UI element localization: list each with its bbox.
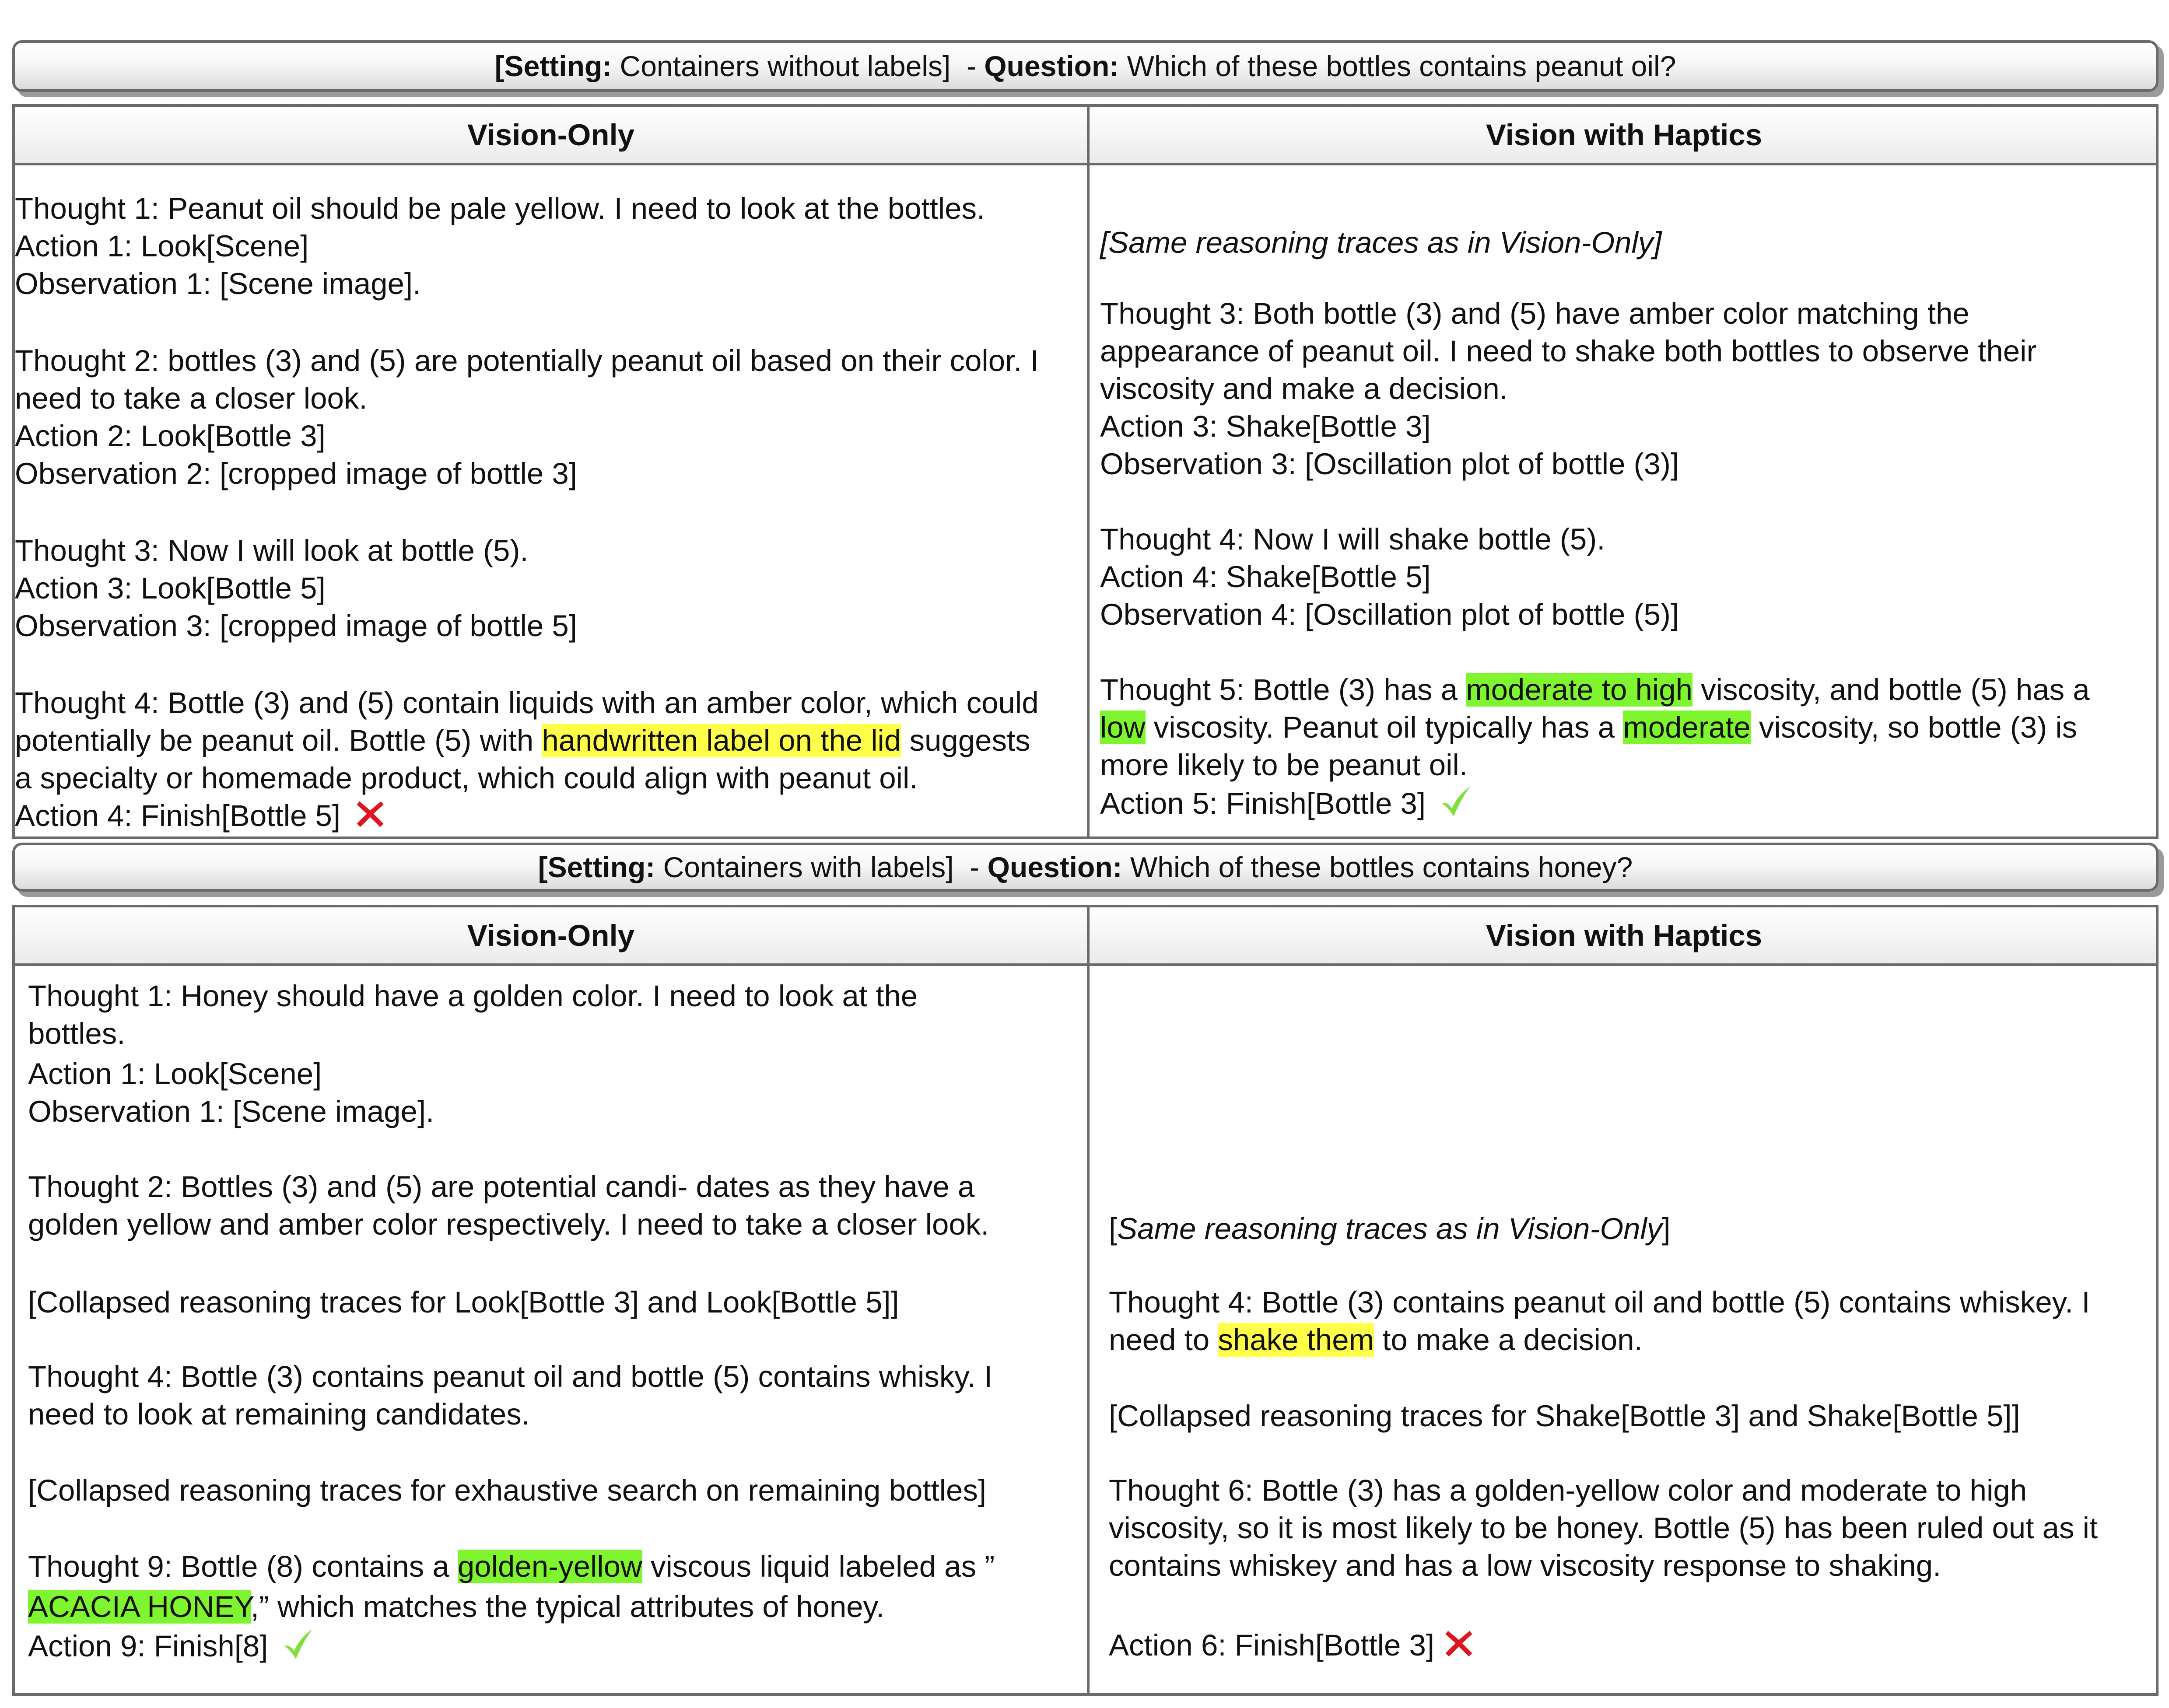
trace-line: need to take a closer look. (15, 382, 368, 415)
trace-line: [Collapsed reasoning traces for Look[Bottle 3] and Look[Bottle 5]] (28, 1285, 899, 1319)
final-action (15, 797, 387, 839)
check-icon (281, 1627, 316, 1670)
text: potentially be peanut oil. Bottle (5) with (15, 724, 542, 757)
trace-line: Thought 3: Both bottle (3) and (5) have amber color matching the (1100, 297, 1969, 330)
highlight-green: ACACIA HONEY (28, 1590, 251, 1624)
final-action (1109, 1627, 1475, 1669)
text: [ (1109, 1212, 1118, 1246)
trace-line: Thought 4: Bottle (3) contains peanut oil and bottle (5) contains whiskey. I (1109, 1285, 2090, 1319)
action-text: Action 4: Finish[Bottle 5] (15, 799, 341, 833)
trace-line: Action 1: Look[Scene] (15, 229, 309, 263)
final-action (28, 1627, 316, 1670)
cross-icon (354, 797, 387, 839)
column-divider (1087, 907, 1090, 1693)
highlight-green: low (1100, 710, 1146, 744)
trace-line: Action 3: Look[Bottle 5] (15, 571, 326, 605)
vision-only-trace (28, 907, 1083, 1693)
trace-line: appearance of peanut oil. I need to shake both bottles to observe their (1100, 334, 2037, 368)
text: ] (1662, 1212, 1671, 1246)
text: viscosity, so bottle (3) is (1750, 710, 2078, 744)
vision-haptics-trace (1109, 907, 2155, 1693)
trace-line: Thought 2: Bottles (3) and (5) are potential candi- dates as they have a (28, 1170, 975, 1204)
text: ,” which matches the typical attributes of honey. (250, 1590, 885, 1624)
header-vision-only: Vision-Only (467, 118, 635, 152)
highlight-yellow: shake them (1218, 1323, 1374, 1357)
action-text: Action 5: Finish[Bottle 3] (1100, 787, 1426, 821)
header-vision-haptics: Vision with Haptics (1486, 118, 1763, 152)
question-text: Which of these bottles contains honey? (1130, 851, 1633, 883)
trace-line: [Collapsed reasoning traces for Shake[Bottle 3] and Shake[Bottle 5]] (1109, 1399, 2020, 1433)
highlight-yellow: handwritten label on the lid (542, 724, 901, 757)
highlight-green: moderate to high (1466, 673, 1692, 707)
same-trace-note: [Same reasoning traces as in Vision-Only] (1100, 226, 1662, 259)
question-label: Question: (984, 50, 1119, 82)
trace-line: Observation 2: [cropped image of bottle 3] (15, 457, 577, 490)
text: Thought 9: Bottle (8) contains a (28, 1550, 458, 1583)
text: viscosity. Peanut oil typically has a (1145, 710, 1623, 744)
trace-line (1100, 709, 2077, 746)
vision-only-trace (15, 107, 1087, 836)
text: viscosity, and bottle (5) has a (1692, 673, 2090, 707)
trace-line: more likely to be peanut oil. (1100, 748, 1468, 782)
trace-line: Observation 3: [cropped image of bottle 5] (15, 609, 577, 643)
trace-line: Thought 6: Bottle (3) has a golden-yellow color and moderate to high (1109, 1474, 2027, 1507)
vision-haptics-trace (1100, 107, 2155, 836)
header-vision-haptics: Vision with Haptics (1486, 918, 1763, 952)
trace-line: Thought 4: Now I will shake bottle (5). (1100, 522, 1605, 556)
text: viscous liquid labeled as ” (642, 1550, 995, 1583)
trace-line (15, 722, 1030, 760)
trace-line: Thought 4: Bottle (3) contains peanut oil and bottle (5) contains whisky. I (28, 1360, 993, 1393)
panel1-question-banner (12, 40, 2158, 92)
trace-line: bottles. (28, 1017, 126, 1050)
trace-line: Thought 2: bottles (3) and (5) are potentially peanut oil based on their color. I (15, 344, 1039, 378)
trace-line: viscosity, so it is most likely to be honey. Bottle (5) has been ruled out as it (1109, 1511, 2098, 1545)
panel1-comparison-table (12, 104, 2158, 839)
text: suggests (901, 724, 1030, 757)
trace-line: Thought 3: Now I will look at bottle (5). (15, 534, 529, 567)
trace-line: Action 2: Look[Bottle 3] (15, 419, 326, 453)
panel2-comparison-table (12, 905, 2158, 1696)
highlight-green: golden-yellow (457, 1550, 642, 1583)
trace-line: Observation 1: [Scene image]. (28, 1095, 435, 1128)
trace-line: Thought 1: Peanut oil should be pale yellow. I need to look at the bottles. (15, 192, 985, 225)
trace-line: Observation 1: [Scene image]. (15, 267, 421, 301)
trace-line: Observation 3: [Oscillation plot of bottle (3)] (1100, 447, 1679, 481)
highlight-green: moderate (1623, 710, 1751, 744)
action-text: Action 9: Finish[8] (28, 1629, 268, 1663)
check-icon (1439, 784, 1474, 828)
trace-line (28, 1548, 995, 1586)
trace-line: contains whiskey and has a low viscosity response to shaking. (1109, 1549, 1941, 1582)
trace-line: Action 1: Look[Scene] (28, 1057, 322, 1091)
setting-label: [Setting: (494, 50, 612, 82)
trace-line: need to look at remaining candidates. (28, 1397, 530, 1431)
trace-line: [Collapsed reasoning traces for exhaustive search on remaining bottles] (28, 1474, 987, 1507)
action-text: Action 6: Finish[Bottle 3] (1109, 1628, 1435, 1662)
trace-line: Thought 1: Honey should have a golden color. I need to look at the (28, 979, 918, 1013)
trace-line (28, 1588, 884, 1626)
setting-value: Containers with labels] (663, 851, 954, 883)
trace-line (1100, 671, 2090, 709)
trace-line (1109, 1321, 1643, 1359)
separator: - (966, 50, 976, 82)
header-vision-only: Vision-Only (467, 918, 635, 952)
trace-line: viscosity and make a decision. (1100, 372, 1508, 406)
trace-line: Action 4: Shake[Bottle 5] (1100, 560, 1431, 594)
column-divider (1087, 107, 1090, 836)
trace-line: golden yellow and amber color respectively. I need to take a closer look. (28, 1208, 989, 1241)
text: Thought 5: Bottle (3) has a (1100, 673, 1466, 707)
text: to make a decision. (1374, 1323, 1643, 1357)
trace-line: a specialty or homemade product, which could align with peanut oil. (15, 761, 918, 795)
italic-text: Same reasoning traces as in Vision-Only (1117, 1212, 1662, 1246)
cross-icon (1442, 1627, 1475, 1669)
trace-line: Thought 4: Bottle (3) and (5) contain liquids with an amber color, which could (15, 686, 1039, 720)
same-trace-note (1109, 1210, 1671, 1248)
trace-line: Action 3: Shake[Bottle 3] (1100, 410, 1431, 443)
setting-label: [Setting: (538, 851, 655, 883)
final-action (1100, 784, 1474, 828)
panel2-question-banner (12, 843, 2158, 892)
trace-line: Observation 4: [Oscillation plot of bottle (5)] (1100, 598, 1679, 631)
separator: - (970, 851, 980, 883)
text: need to (1109, 1323, 1218, 1357)
setting-value: Containers without labels] (620, 50, 951, 82)
question-text: Which of these bottles contains peanut oil? (1127, 50, 1676, 82)
question-label: Question: (987, 851, 1122, 883)
